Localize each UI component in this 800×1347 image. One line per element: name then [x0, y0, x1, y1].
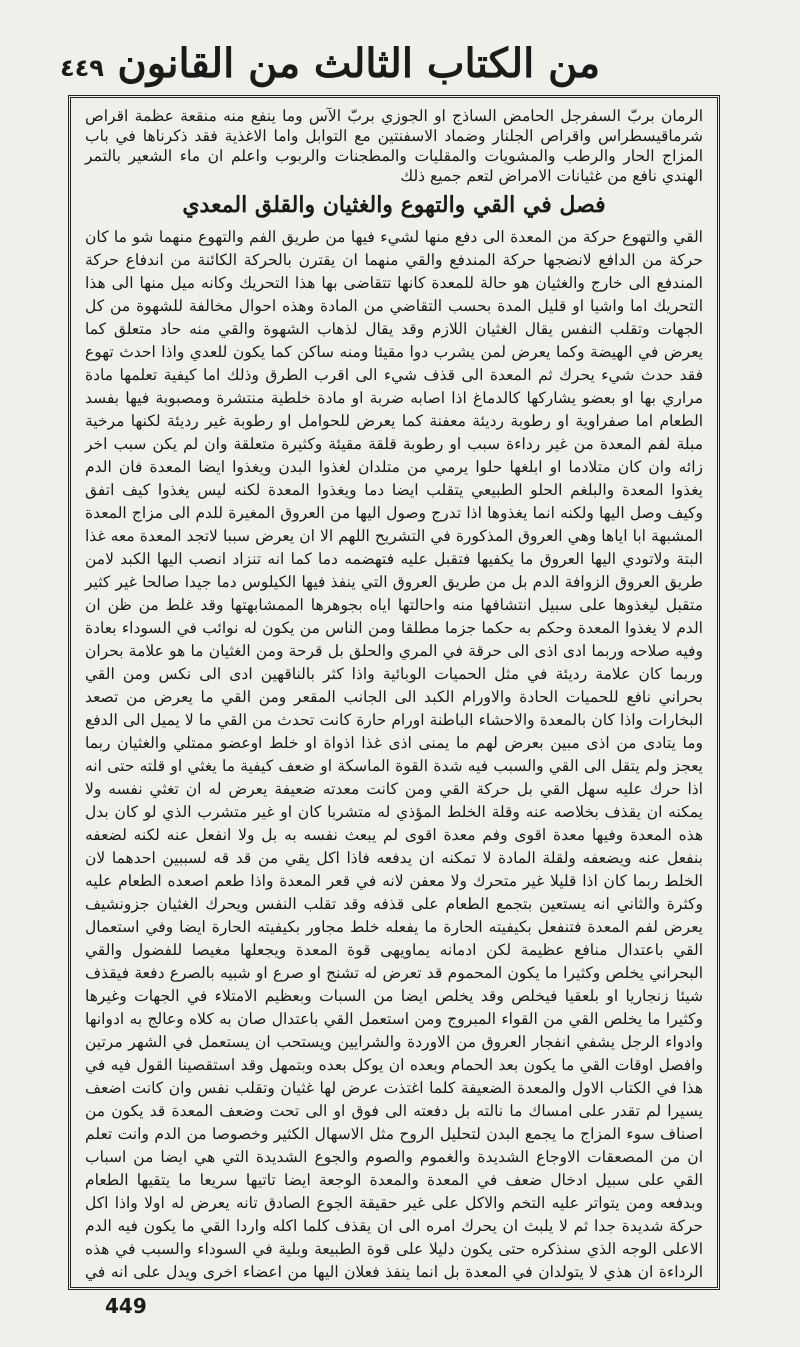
intro-paragraph: الرمان بربّ السفرجل الحامض الساذج او الجوزي بربّ الآس وما ينفع منه منقعة عظمة اقراص شرماقيسطراس واقراص الجلنار وضماد الاسفنتين مع التوابل واما الاغذية فقد ذكرناها في باب المزاج الحار والرطب والمشويات والمقليات والمطجنات والربوب واعلم ان ماء الشعير بالتمر الهندي نافع من غثيانات الامراض لتعم جميع ذلك [85, 107, 703, 185]
page-header [60, 40, 760, 100]
running-title: من الكتاب الثالث من القانون [117, 40, 600, 87]
body-paragraph: القي والتهوع حركة من المعدة الى دفع منها لشيء فيها من طريق الفم والتهوع منهما شو ما كان حركة من الدافع لانضجها حركة المندفع والقي منهما ان يقترن بالحركة الكائنة من اندفاع حركة المندفع الى خارج والغثيان هو حالة للمعدة كانها تتقاضى بها هذا التحريك وكانه ميل منها الى هذا التحريك اما واشيا او قليل المدة بحسب التقاضي من المادة وهذه احوال مخالفة للشهوة من كل الجهات وتقلب النفس يقال الغثيان اللازم وقد يقال لذهاب الشهوة والقي منه حاد متعلق كما يعرض في الهيضة وكما يعرض لمن يشرب دوا مقيئا ومنه ساكن كما يكون للعدي واذا احدث تهوع فقد حدث شيء يحرك ثم المعدة الى قذف شيء الى اقرب الطرق وذلك اما كيفية تعلمها مادة مراري بها او بعضو يشاركها كالدماغ اذا اصابه ضربة او مادة خلطية منتشرة ومصبوبة فيها بفسد الطعام اما صفراوية او رطوبة رديئة معفنة كما يعرض للحوامل او رطوبة غير رديئة لكنها مرخية مبلة لفم المعدة من غير رداءة سبب او رطوبة قلقة مقيئة وكثيرة متعلقة وان لم يكن سبب اخر زائه وان كان متلادما او ابلغها حلوا يرمي من متلدان لغذوا البدن ويغذوا ايضا المعدة فان الدم يغذوا المعدة والبلغم الحلو الطبيعي يتقلب ايضا دما ويغذوا المعدة لكنه ليس يغذوا كيف اتفق وكيف وصل اليها ولكنه انما يغذوها اذا تدرج وصول اليها من العروق المغيرة للدم الى مزاج المعدة المشبهة ابا اياها وهي العروق المذكورة في التشريح اللهم الا ان يعرض سببا لاتجد المعدة معه غذا البتة ولاتودي اليها العروق ما يكفيها فتقبل عليه فتهضمه دما كما انه تنزاد انصب اليها الكبد لامن طريق العروق الزوافة الدم بل من طريق العروق التي ينفذ فيها الكيلوس دما جيدا صالحا غير كثير متقبل ليغذوها على سبيل انتشافها منه واحالتها اياه بجوهرها الممشابهتها وقد غلط من ظن ان الدم لا يغذوا المعدة وحكم به حكما جزما مطلقا ومن الناس من يكون له نوائب في السوداء بعادة وفيه صلاحه وربما ادى اذى الى حرقة في المري والحلق بل قرحة ومن الغثيان ما هو علامة بحران وربما كان علامة رديئة في مثل الحميات الوبائية واذا كثر بالناقهين ادى الى نكس ومن القي بحراني نافع للحميات الحادة والاورام الكبد الى الجانب المقعر ومن القي ما يعرض من تصعد البخارات واذا كان بالمعدة والاحشاء الباطنة اورام حارة كانت تحدث من القي ما لا يميل الى الدفع وما يتادى من اذى مبين بعرض لهم ما يمنى اذى غذا اذواة او خلط اوعضو ممتلي والغثيان ربما يعجز ولم يتقل الى القي والسبب فيه شدة القوة الماسكة او ضعف كيفية ما يغثي او قلته حتى انه اذا حرك عليه سهل القي بل حركة القي ومن كانت معدته ضعيفة يعرض له ان تغثي نفسه ولا يمكنه ان يقذف بخلاصه عنه وقلة الخلط المؤذي له متشربا كان او غير متشرب الذي لو كان بدل هذه المعدة وفيها معدة اقوى وفم معدة اقوى لم يبعث نفسه به بل ولا انفعل عنه لكنه لضعفه بنفعل عنه ويضعفه ولقلة المادة لا تمكنه ان يدفعه فاذا اكل يقي من قد قه لسببين احدهما لان الخلط ربما كان اذا قليلا غير متحرك ولا معفن لانه في قعر المعدة واذا طعم اصعده الطعام عليه وكثرة والثاني انه يستعين بتجمع الطعام على قذفه وقد تقلب النفس ويحرك الغثيان جزونشيف يعرض لفم المعدة فتنفعل بكيفيته الحارة ما يفعله خلط مجاور بكيفيته الحارة ايضا وفي استعمال القي باعتدال منافع عظيمة لكن ادمانه يماويهى قوة المعدة ويجعلها مغيصا للفضول والقي البحراني يخلص وكثيرا ما يكون المحموم قد تعرض له تشنج او صرع او شبيه بالصرع دفعة فيقذف شيئا زنجاريا او بلعقيا فيخلص وقد يخلص ايضا من السبات وبعظيم الامتلاء في الجهات وغيرها وكثيرا ما يخلص القي من القواء المبروج ومن استعمل القي باعتدال صان به كلاه وعالج به ادوانها وادواء الرجل يشفي انفجار العروق من الاوردة والشرايين ويستحب ان يستعمل في الشهر مرتين وافصل اوقات القي ما يكون بعد الحمام وبعده ان يوكل بعده وبتمهل وقد استقصينا القول فيه في هذا في الكتاب الاول والمعدة الضعيفة كلما اغتذت عرض لها غثيان وتقلب نفس وان كانت اضعف يسيرا لم تقدر على امساك ما نالته بل دفعته الى فوق او الى تحت وضعف المعدة قد يكون من اصناف سوء المزاج ما يجمع البدن لتحليل الروح مثل الاسهال الكثير وخصوصا من الدم وانت تعلم ان من المصعقات الاوجاع الشديدة والغموم والصوم والجوع الشديدة التي هي ايضا من اسباب القي على سبيل ادخال ضعف في المعدة والمعدة الوجعة ايضا تاتيها سريعا ما يتقيها الطعام وبدفعه ومن يتواتر عليه التخم والاكل على غير حقيقة الجوع الصادق تانه يعرض له اولا واذا اكل حركة شديدة جدا ثم لا يلبث ان يحرك امره الى ان يقذف كلما اكله واردا القي ما يكون فيه الدم الاعلى الوجه الذي سنذكره حتى يكون دليلا على قوة الطبيعة وبلية في السوداء والسبب في هذه الرداءة ان هذي لا يتولدان في المعدة بل انما ينفذ فعلان اليها من اعضاء اخرى ويدل على انه في [85, 228, 703, 1281]
body-text [85, 226, 703, 1290]
section-heading: فصل في القي والتهوع والغثيان والقلق المعدي [182, 192, 606, 218]
text-frame [68, 95, 720, 1290]
page-number-top: ٤٤٩ [60, 54, 104, 82]
page-number-bottom: 449 [105, 1294, 147, 1318]
